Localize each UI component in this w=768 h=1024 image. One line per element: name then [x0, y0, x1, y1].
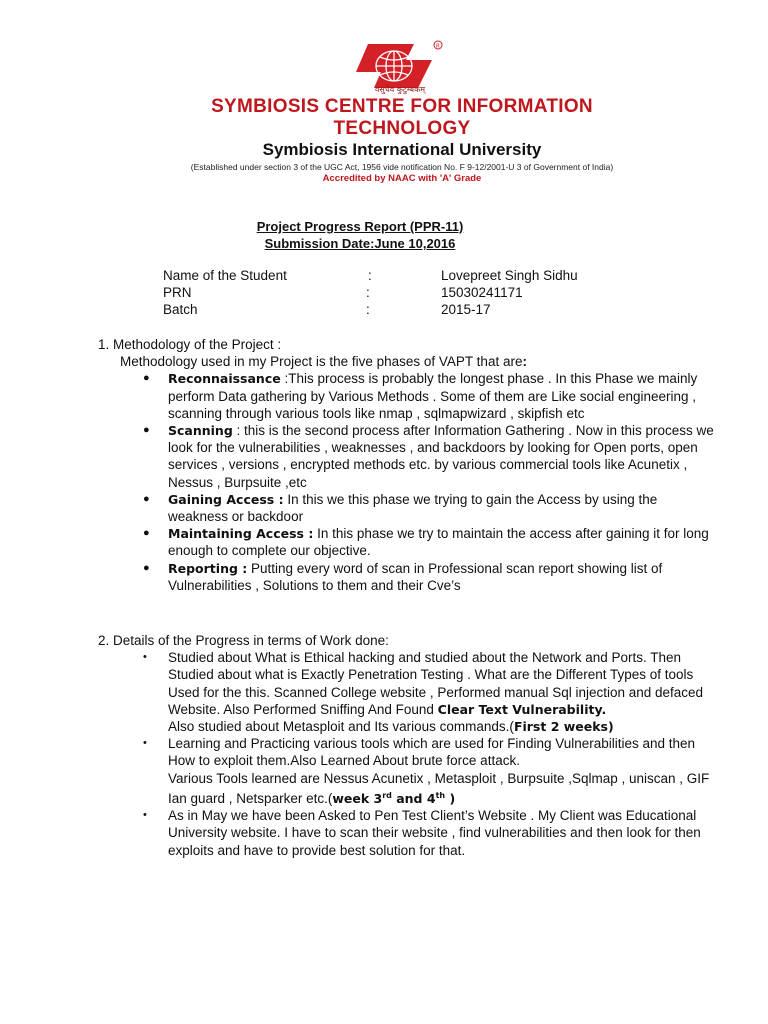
- section-heading: 2. Details of the Progress in terms of Work done:: [98, 633, 389, 648]
- progress-list: [98, 649, 718, 859]
- phase-label: Reconnaissance: [168, 371, 281, 387]
- ordinal-suffix: th: [435, 790, 446, 800]
- accreditation-note: Accredited by NAAC with 'A' Grade: [322, 173, 482, 184]
- student-info: [163, 268, 663, 319]
- phase-text: :This process is probably the longest phase . In this Phase we mainly perform Data gathering by Various Methods . Some of them are Like social engineering , scanning through various tools like nmap , sqlmapwizard , skipfish etc: [168, 371, 698, 421]
- bullet-icon: ●: [143, 492, 150, 505]
- institute-name-line2: TECHNOLOGY: [333, 118, 471, 139]
- bullet-icon: ●: [143, 424, 150, 437]
- info-colon: :: [368, 268, 372, 283]
- student-info-row: [163, 302, 663, 319]
- progress-text: As in May we have been Asked to Pen Test Client’s Website . My Client was Educational University website. I have to scan their website , find vulnerabilities and then look for then exploits and have to provide best solution for that.: [168, 808, 701, 858]
- list-item: [98, 807, 718, 859]
- list-item: [98, 560, 718, 594]
- establishment-note: (Established under section 3 of the UGC Act, 1956 vide notification No. F 9-12/2001-U 3 of Government of India): [190, 162, 614, 172]
- student-info-row: [163, 268, 663, 285]
- intro-text: Methodology used in my Project is the five phases of VAPT that are: [120, 354, 523, 370]
- phase-text: In this we this phase we trying to gain the Access by using the weakness or backdoor: [168, 491, 658, 525]
- progress-highlight: [332, 791, 455, 806]
- info-colon: :: [366, 285, 370, 300]
- methodology-section: [98, 336, 718, 594]
- info-value: 2015-17: [441, 302, 491, 317]
- progress-section: [98, 632, 718, 859]
- phase-label: Scanning: [168, 423, 233, 439]
- submission-date: Submission Date:June 10,2016: [264, 236, 456, 251]
- report-title: Project Progress Report (PPR-11): [256, 219, 464, 234]
- university-name: Symbiosis International University: [262, 140, 542, 159]
- info-label: Batch: [163, 302, 198, 317]
- progress-highlight: First 2 weeks): [513, 719, 614, 735]
- info-label: Name of the Student: [163, 268, 287, 283]
- bullet-icon: ●: [143, 372, 150, 385]
- week-label: ): [445, 790, 456, 806]
- progress-text: Studied about What is Ethical hacking and studied about the Network and Ports. Then Studied about what is Exactly Penetration Testing . What are the Different Types of tools Used for the this. Scanned College website , Performed manual Sql injection and defaced Website. Also Performed Sniffing And Found: [168, 650, 704, 717]
- bullet-icon: ●: [143, 561, 150, 574]
- phase-list: [98, 370, 718, 594]
- phase-text: In this phase we try to maintain the access after gaining it for long enough to complete our objective.: [168, 526, 709, 559]
- list-item: [98, 649, 718, 735]
- progress-highlight: Clear Text Vulnerability.: [437, 701, 607, 717]
- list-item: [98, 422, 718, 491]
- list-item: [98, 735, 718, 807]
- info-value: Lovepreet Singh Sidhu: [441, 268, 578, 283]
- phase-label: Maintaining Access :: [168, 526, 314, 542]
- list-item: [98, 525, 718, 559]
- info-colon: :: [366, 302, 370, 317]
- progress-text: Also studied about Metasploit and Its various commands.(: [168, 719, 514, 735]
- student-info-row: [163, 285, 663, 302]
- svg-text:R: R: [436, 43, 440, 50]
- phase-text: Putting every word of scan in Professional scan report showing list of Vulnerabilities , Solutions to them and their Cve’s: [168, 560, 663, 593]
- bullet-icon: •: [143, 737, 147, 750]
- section-intro: [98, 353, 718, 370]
- info-label: PRN: [163, 285, 192, 300]
- phase-text: : this is the second process after Information Gathering . Now in this process we look for the vulnerabilities , weaknesses , and backdoors by looking for Open ports, open services , versions , encrypted methods etc. by various commercial tools like Acunetix , Nessus , Burpsuite ,etc: [168, 423, 714, 490]
- progress-text: Various Tools learned are Nessus Acunetix , Metasploit , Burpsuite ,Sqlmap , uniscan , GIF Ian guard , Netsparker etc.(: [168, 770, 710, 806]
- phase-label: Reporting :: [168, 560, 248, 576]
- ordinal-suffix: rd: [382, 790, 392, 800]
- week-label: week 3: [332, 790, 383, 806]
- list-item: [98, 370, 718, 422]
- progress-text: Learning and Practicing various tools which are used for Finding Vulnerabilities and then How to exploit them.Also Learned About brute force attack.: [168, 736, 696, 769]
- section-heading: 1. Methodology of the Project :: [98, 337, 282, 352]
- bullet-icon: ●: [143, 527, 150, 540]
- week-label: and 4: [391, 790, 436, 806]
- bullet-icon: •: [143, 809, 147, 822]
- institute-name-line1: SYMBIOSIS CENTRE FOR INFORMATION: [211, 96, 593, 117]
- list-item: [98, 491, 718, 525]
- intro-colon: :: [522, 354, 527, 370]
- bullet-icon: •: [143, 651, 147, 664]
- logo-tagline: वसुधैव कुटुम्बकम्: [374, 85, 426, 94]
- info-value: 15030241171: [441, 285, 523, 300]
- phase-label: Gaining Access :: [168, 491, 284, 507]
